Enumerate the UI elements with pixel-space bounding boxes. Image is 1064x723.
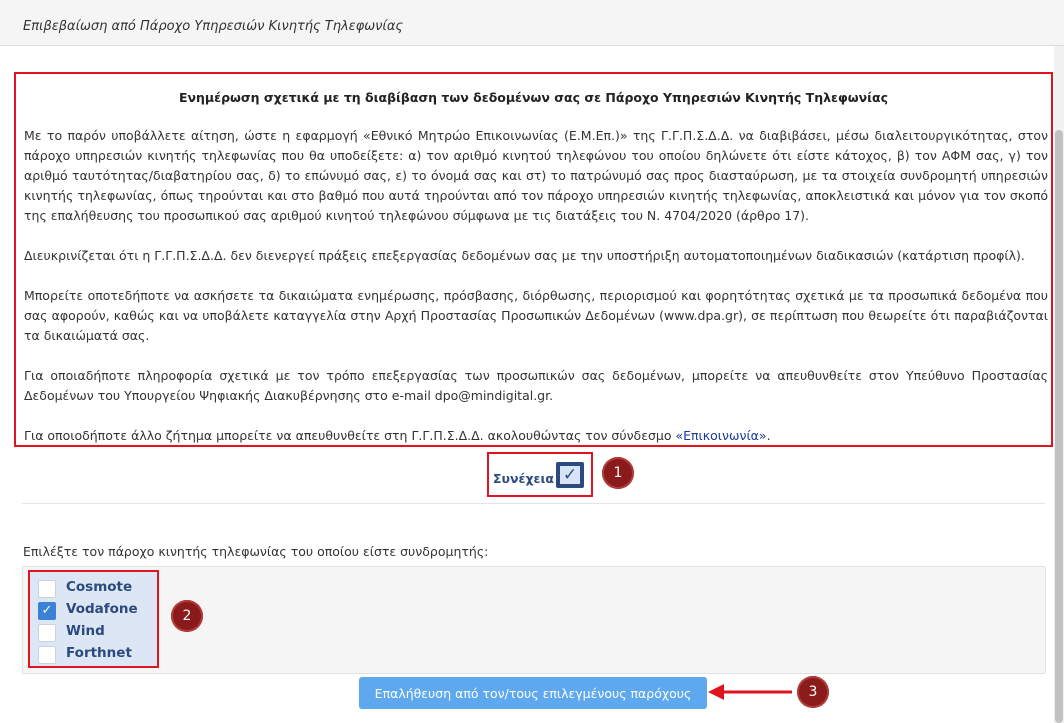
continue-label[interactable]: Συνέχεια [493,471,554,486]
provider-prompt: Επιλέξτε τον πάροχο κινητής τηλεφωνίας του οποίου είστε συνδρομητής: [23,544,489,559]
privacy-notice [14,72,1053,447]
verify-providers-button[interactable]: Επαλήθευση από τον/τους επιλεγμένους παρόχους [359,677,707,709]
page-title: Επιβεβαίωση από Πάροχο Υπηρεσιών Κινητής Τηλεφωνίας [23,19,404,34]
notice-paragraph-3: Μπορείτε οποτεδήποτε να ασκήσετε τα δικαιώματα ενημέρωσης, πρόσβασης, διόρθωσης, περιορισμού και φορητότητας σχετικά με τα προσωπικά δεδομένα που σας αφορούν, καθώς και να υποβάλετε καταγγελία στην Αρχή Προστασίας Προσωπικών Δεδομένων (www.dpa.gr), σε περίπτωση που θεωρείτε ότι παραβιάζονται τα δικαιώματά σας. [24,288,1048,343]
provider-checkbox-cosmote[interactable] [38,580,56,598]
section-divider [22,503,1045,504]
provider-label-forthnet[interactable]: Forthnet [66,645,132,661]
step-badge-3: 3 [797,676,829,708]
provider-label-cosmote[interactable]: Cosmote [66,579,133,595]
contact-text: Για οποιοδήποτε άλλο ζήτημα μπορείτε να απευθυνθείτε στη Γ.Γ.Π.Σ.Δ.Δ. ακολουθώντας τον σύνδεσμο [24,428,676,443]
step-badge-1: 1 [602,457,634,489]
step-badge-2: 2 [171,600,203,632]
notice-paragraph-5 [24,426,1048,446]
checkmark-icon: ✓ [560,466,580,484]
scrollbar-thumb[interactable] [1055,130,1063,723]
continue-checkbox[interactable] [556,462,584,488]
continue-checkbox-group[interactable] [487,452,593,497]
notice-paragraph-1: Με το παρόν υποβάλλετε αίτηση, ώστε η εφαρμογή «Εθνικό Μητρώο Επικοινωνίας (Ε.Μ.Επ.)» της Γ.Γ.Π.Σ.Δ.Δ. να διαβιβάσει, μέσω διαλειτουργικότητας, στον πάροχο υπηρεσιών κινητής τηλεφωνίας που θα υποδείξετε: α) τον αριθμό κινητού τηλεφώνου του οποίου δηλώνετε ότι είστε κάτοχος, β) τον ΑΦΜ σας, γ) τον αριθμό ταυτότητας/διαβατηρίου σας, δ) το επώνυμό σας, ε) το όνομά σας και στ) το πατρώνυμό σας προς διασταύρωση, με τα στοιχεία συνδρομητή υπηρεσιών κινητής τηλεφωνίας, όπως τηρούνται και στο βαθμό που αυτά τηρούνται από τον πάροχο υπηρεσιών κινητής τηλεφωνίας, αποκλειστικά και μόνον για τον σκοπό της επαλήθευσης του προσωπικού σας αριθμού κινητού τηλεφώνου σύμφωνα με τις διατάξεις του Ν. 4704/2020 (άρθρο 17). [24,128,1048,223]
contact-suffix: . [766,428,771,443]
notice-title: Ενημέρωση σχετικά με τη διαβίβαση των δεδομένων σας σε Πάροχο Υπηρεσιών Κινητής Τηλεφωνίας [178,90,888,105]
provider-checkbox-wind[interactable] [38,624,56,642]
provider-label-vodafone[interactable]: Vodafone [66,601,138,617]
page-header [0,0,1064,46]
arrow-left-icon [708,682,794,702]
provider-checkbox-forthnet[interactable] [38,646,56,664]
provider-label-wind[interactable]: Wind [66,623,105,639]
notice-paragraph-2: Διευκρινίζεται ότι η Γ.Γ.Π.Σ.Δ.Δ. δεν διενεργεί πράξεις επεξεργασίας δεδομένων σας με την υποστήριξη αυτοματοποιημένων διαδικασιών (κατάρτιση προφίλ). [24,248,1025,263]
provider-list [28,570,159,668]
provider-checkbox-vodafone[interactable]: ✓ [38,602,56,620]
contact-link[interactable]: «Επικοινωνία» [675,428,767,443]
notice-paragraph-4: Για οποιαδήποτε πληροφορία σχετικά με τον τρόπο επεξεργασίας των προσωπικών σας δεδομένων, μπορείτε να απευθυνθείτε στον Υπεύθυνο Προστασίας Δεδομένων του Υπουργείου Ψηφιακής Διακυβέρνησης στο e-mail dpo@mindigital.gr. [24,368,1048,403]
